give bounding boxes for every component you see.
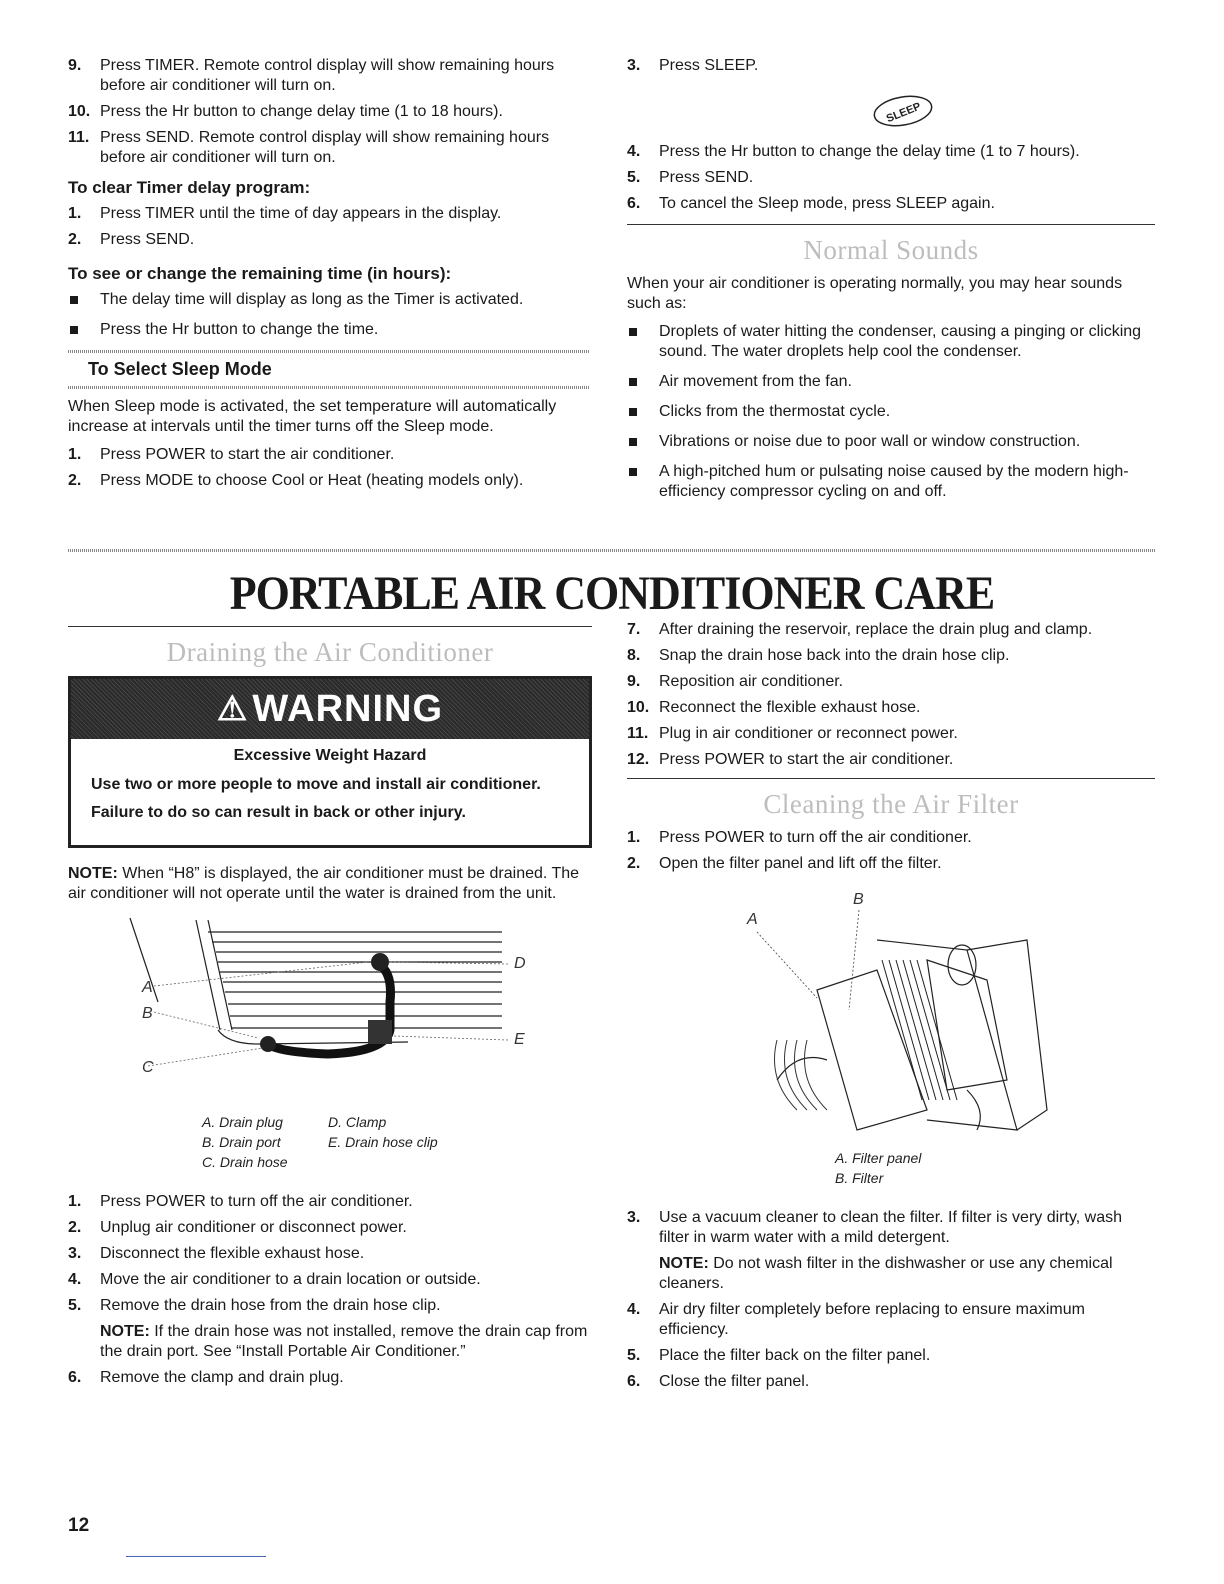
section-divider: [68, 549, 1155, 552]
timer-steps: [68, 56, 590, 168]
page-number: 12: [68, 1515, 90, 1536]
list-item: 5. Place the filter back on the filter panel.: [627, 1347, 931, 1364]
list-item: 10. Press the Hr button to change delay time (1 to 18 hours).: [68, 103, 503, 120]
caption-drain-plug: A. Drain plug: [202, 1114, 283, 1130]
sleep-steps-continued: [627, 56, 1155, 76]
list-item: The delay time will display as long as the Timer is activated.: [68, 290, 590, 310]
list-item: 1. Press POWER to turn off the air conditioner.: [68, 1193, 413, 1210]
warning-triangle-icon: ⚠: [216, 690, 249, 728]
list-item: 1. Press TIMER until the time of day appears in the display.: [68, 205, 502, 222]
sleep-mode-heading-box: [68, 350, 590, 389]
bottom-left-column: [68, 620, 592, 1394]
list-item: Press the Hr button to change the time.: [68, 320, 590, 340]
draining-title: Draining the Air Conditioner: [166, 637, 494, 667]
caption-filter-panel: A. Filter panel: [835, 1150, 922, 1166]
warning-body: [71, 739, 589, 845]
step3-note: NOTE: Do not wash filter in the dishwasher or use any chemical cleaners.: [659, 1255, 1113, 1292]
warning-box: [68, 676, 592, 848]
list-item: 7. After draining the reservoir, replace the drain plug and clamp.: [627, 621, 1093, 638]
list-item: 2. Open the filter panel and lift off the filter.: [627, 855, 942, 872]
normal-sounds-title: Normal Sounds: [803, 235, 979, 265]
label-a: A: [747, 911, 758, 928]
bottom-right-column: [627, 620, 1155, 1398]
list-item: Clicks from the thermostat cycle.: [627, 402, 1155, 422]
sleep-steps-final: [627, 142, 1155, 214]
list-item: 5. Press SEND.: [627, 169, 754, 186]
filter-captions: [835, 1148, 1155, 1188]
list-item: Vibrations or noise due to poor wall or window construction.: [627, 432, 1155, 452]
divider: [68, 626, 592, 627]
list-item: 10. Reconnect the flexible exhaust hose.: [627, 699, 921, 716]
list-item: Droplets of water hitting the condenser, causing a pinging or clicking sound. The water droplets help cool the condenser.: [627, 322, 1155, 362]
list-item: 6. To cancel the Sleep mode, press SLEEP again.: [627, 195, 995, 212]
list-item: 6. Close the filter panel.: [627, 1373, 810, 1390]
divider: [68, 386, 590, 389]
filter-title: Cleaning the Air Filter: [763, 789, 1019, 819]
caption-drain-hose-clip: E. Drain hose clip: [328, 1134, 438, 1150]
warning-banner: [71, 679, 589, 739]
filter-diagram: [627, 880, 1155, 1150]
page-title: PORTABLE AIR CONDITIONER CARE: [229, 567, 995, 620]
caption-drain-port: B. Drain port: [202, 1134, 281, 1150]
caption-drain-hose: C. Drain hose: [202, 1154, 288, 1170]
list-item: 12. Press POWER to start the air conditioner.: [627, 751, 954, 768]
label-b: B: [853, 891, 864, 908]
list-item: Air movement from the fan.: [627, 372, 1155, 392]
normal-sounds-intro: When your air conditioner is operating normally, you may hear sounds such as:: [627, 275, 1123, 312]
top-right-column: [627, 56, 1155, 512]
drain-steps: [68, 1192, 592, 1388]
list-item: 8. Snap the drain hose back into the drain hose clip.: [627, 647, 1010, 664]
reassembly-steps: [627, 620, 1155, 770]
note-text: When “H8” is displayed, the air conditioner must be drained. The air conditioner will not operate until the water is drained from the unit.: [68, 865, 580, 902]
list-item: 5. Remove the drain hose from the drain hose clip. NOTE: If the drain hose was not installed, remove the drain cap from the drain port. See “Install Portable Air Conditioner.”: [68, 1296, 592, 1362]
list-item: 2. Press SEND.: [68, 231, 195, 248]
list-item: 11. Press SEND. Remote control display will show remaining hours before air conditioner will turn on.: [68, 129, 550, 166]
label-b: B: [142, 1005, 153, 1022]
list-item: A high-pitched hum or pulsating noise caused by the modern high-efficiency compressor cycling on and off.: [627, 462, 1155, 502]
sleep-button-icon: [872, 94, 934, 128]
warning-line-2: Failure to do so can result in back or other injury.: [91, 804, 466, 821]
top-left-column: [68, 56, 590, 497]
step5-note: NOTE: If the drain hose was not installed, remove the drain cap from the drain port. See “Install Portable Air Conditioner.”: [100, 1323, 588, 1360]
sleep-button-label: SLEEP: [884, 100, 923, 126]
sleep-intro: When Sleep mode is activated, the set temperature will automatically increase at intervals until the timer turns off the Sleep mode.: [68, 398, 557, 435]
note-label: NOTE:: [68, 865, 118, 882]
caption-filter: B. Filter: [835, 1170, 884, 1186]
list-item: 6. Remove the clamp and drain plug.: [68, 1369, 344, 1386]
list-item: 4. Move the air conditioner to a drain location or outside.: [68, 1271, 481, 1288]
list-item: 1. Press POWER to start the air conditioner.: [68, 446, 395, 463]
label-c: C: [142, 1059, 154, 1076]
caption-clamp: D. Clamp: [328, 1114, 387, 1130]
warning-line-1: Use two or more people to move and install air conditioner.: [91, 776, 541, 793]
label-a: A: [142, 979, 153, 996]
warning-hazard: Excessive Weight Hazard: [233, 747, 427, 764]
list-item: 3. Press SLEEP.: [627, 57, 759, 74]
divider: [627, 778, 1155, 779]
drain-captions: [202, 1112, 592, 1172]
drain-diagram: [68, 912, 592, 1112]
label-d: D: [514, 955, 526, 972]
list-item: 3. Use a vacuum cleaner to clean the filter. If filter is very dirty, wash filter in warm water with a mild detergent. NOTE: Do not wash filter in the dishwasher or use any chemical cleaners.: [627, 1208, 1155, 1294]
list-item: 2. Press MODE to choose Cool or Heat (heating models only).: [68, 472, 524, 489]
list-item: 4. Press the Hr button to change the delay time (1 to 7 hours).: [627, 143, 1080, 160]
list-item: 11. Plug in air conditioner or reconnect power.: [627, 725, 958, 742]
drain-note: [68, 864, 592, 904]
list-item: 9. Press TIMER. Remote control display will show remaining hours before air conditioner will turn on.: [68, 57, 555, 94]
footer-underline: [126, 1556, 266, 1557]
warning-label: WARNING: [252, 687, 444, 730]
clear-timer-heading: To clear Timer delay program:: [68, 178, 311, 197]
list-item: 3. Disconnect the flexible exhaust hose.: [68, 1245, 365, 1262]
sleep-mode-heading: To Select Sleep Mode: [88, 359, 272, 379]
list-item: 4. Air dry filter completely before replacing to ensure maximum efficiency.: [627, 1301, 1085, 1338]
filter-steps: [627, 828, 1155, 874]
list-item: 2. Unplug air conditioner or disconnect power.: [68, 1219, 407, 1236]
list-item: 1. Press POWER to turn off the air conditioner.: [627, 829, 972, 846]
label-e: E: [514, 1031, 525, 1048]
divider: [627, 224, 1155, 225]
filter-steps-continued: [627, 1208, 1155, 1392]
normal-sounds-bullets: [627, 322, 1155, 502]
remaining-time-bullets: [68, 290, 590, 340]
sleep-steps: [68, 445, 590, 491]
clear-timer-steps: [68, 204, 590, 250]
list-item: 9. Reposition air conditioner.: [627, 673, 844, 690]
remaining-time-heading: To see or change the remaining time (in hours):: [68, 264, 452, 283]
